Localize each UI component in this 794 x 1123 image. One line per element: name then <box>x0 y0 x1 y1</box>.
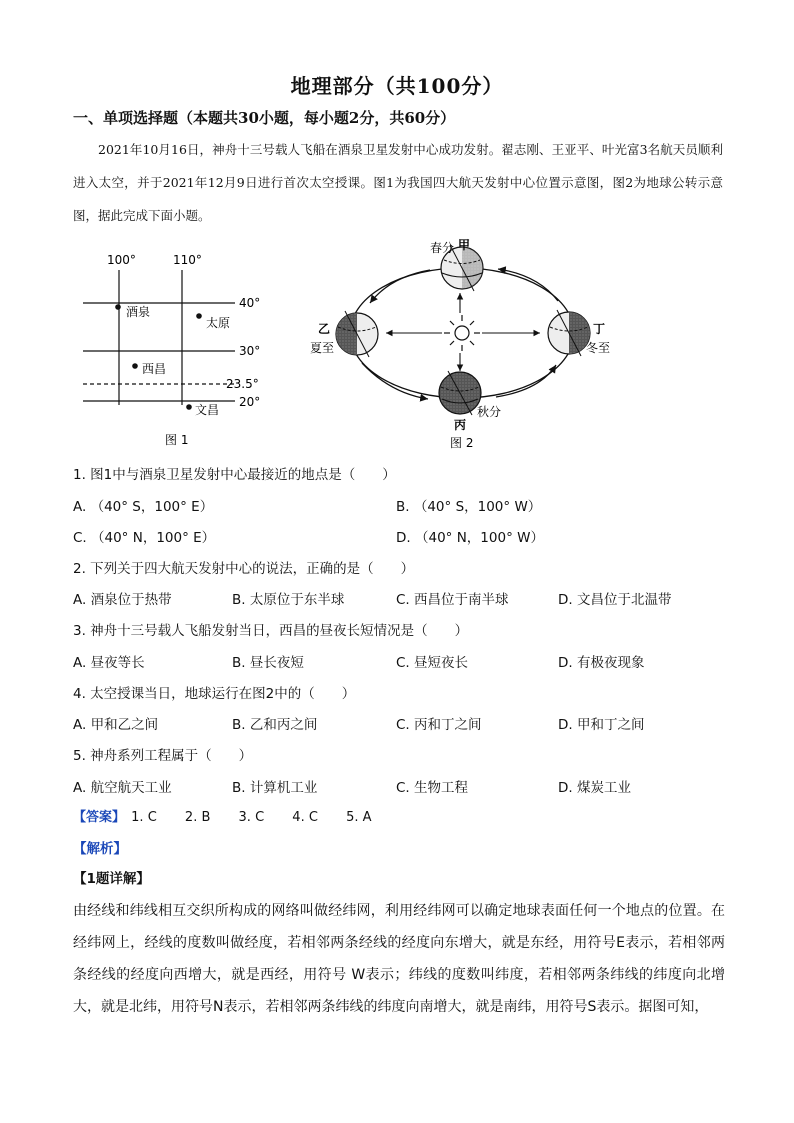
q4-option-d: D. 甲和丁之间 <box>558 717 645 733</box>
q1-option-b: B. （40° S，100° W） <box>396 499 542 515</box>
lon-label-100: 100° <box>107 253 136 267</box>
site-label-jiuquan: 酒泉 <box>126 305 151 319</box>
lat-label-23-5: 23.5° <box>226 377 259 391</box>
site-dot-jiuquan <box>115 304 121 310</box>
q1-option-c: C. （40° N，100° E） <box>73 530 216 546</box>
term-label-autumn: 秋分 <box>477 405 502 419</box>
earth-bing <box>439 371 481 415</box>
lat-label-30: 30° <box>239 344 261 358</box>
q3-option-d: D. 有极夜现象 <box>558 655 645 671</box>
question-5: 5. 神舟系列工程属于（ ） <box>73 748 253 764</box>
question-4: 4. 太空授课当日，地球运行在图2中的（ ） <box>73 686 356 702</box>
figure-2-caption: 图 2 <box>450 436 474 450</box>
q5-option-b: B. 计算机工业 <box>232 780 318 796</box>
earth-ding <box>548 310 590 356</box>
earth-yi <box>336 311 378 357</box>
site-label-taiyuan: 太原 <box>206 316 231 330</box>
answer-3: 3. C <box>238 810 265 825</box>
q1-option-a: A. （40° S，100° E） <box>73 499 214 515</box>
figure-2-orbit <box>300 235 640 455</box>
q4-option-c: C. 丙和丁之间 <box>396 717 482 733</box>
figure-1-caption: 图 1 <box>165 433 189 447</box>
q2-option-c: C. 西昌位于南半球 <box>396 592 509 608</box>
term-label-winter: 冬至 <box>586 341 611 355</box>
lat-label-20: 20° <box>239 395 261 409</box>
q3-option-c: C. 昼短夜长 <box>396 655 469 671</box>
q5-option-d: D. 煤炭工业 <box>558 780 631 796</box>
intro-paragraph: 2021年10月16日，神舟十三号载人飞船在酒泉卫星发射中心成功发射。翟志刚、王亚平、叶光富3名航天员顺利进入太空，并于2021年12月9日进行首次太空授课。图1为我国四大航天发射中心位置示意图，图2为地球公转示意图，据此完成下面小题。 <box>73 142 723 223</box>
analysis-label: 【解析】 <box>73 841 127 857</box>
section-heading: 一、单项选择题（本题共30小题，每小题2分，共60分） <box>73 109 456 127</box>
q3-option-a: A. 昼夜等长 <box>73 655 145 671</box>
term-label-summer: 夏至 <box>310 341 335 355</box>
q2-option-b: B. 太原位于东半球 <box>232 592 345 608</box>
position-label-ding: 丁 <box>593 322 606 336</box>
q4-option-a: A. 甲和乙之间 <box>73 717 159 733</box>
question-1: 1. 图1中与酒泉卫星发射中心最接近的地点是（ ） <box>73 467 396 483</box>
term-label-spring: 春分 <box>430 241 455 255</box>
answer-line <box>73 806 372 825</box>
question-2: 2. 下列关于四大航天发射中心的说法，正确的是（ ） <box>73 561 415 577</box>
orbit-arrow-3 <box>496 365 556 397</box>
detail-1-label: 【1题详解】 <box>73 871 150 887</box>
q2-option-a: A. 酒泉位于热带 <box>73 592 172 608</box>
lat-label-40: 40° <box>239 296 261 310</box>
site-dot-xichang <box>132 363 138 369</box>
q4-option-b: B. 乙和丙之间 <box>232 717 318 733</box>
q5-option-c: C. 生物工程 <box>396 780 469 796</box>
answer-2: 2. B <box>184 810 211 825</box>
page-title: 地理部分（共100分） <box>290 74 504 98</box>
position-label-yi: 乙 <box>318 322 331 336</box>
q1-option-d: D. （40° N，100° W） <box>396 530 544 546</box>
sun-icon <box>444 315 480 351</box>
answer-1: 1. C <box>131 810 157 825</box>
site-dot-taiyuan <box>196 313 202 319</box>
answer-label: 【答案】 <box>73 810 126 825</box>
explanation-paragraph: 由经线和纬线相互交织所构成的网络叫做经纬网，利用经纬网可以确定地球表面任何一个地点的位置。在经纬网上，经线的度数叫做经度，若相邻两条经线的经度向东增大，就是东经，用符号E表示，若相邻两条经线的经度向西增大，就是西经，用符号 W表示；纬线的度数叫纬度，若相邻两条纬线的纬度向北增大，就是北纬，用符号N表示，若相邻两条纬线的纬度向南增大，就是南纬，用符号S表示。据图可知， <box>73 903 725 1015</box>
q5-option-a: A. 航空航天工业 <box>73 780 172 796</box>
answer-5: 5. A <box>346 810 372 825</box>
position-label-bing: 丙 <box>454 418 467 432</box>
figure-1-map <box>75 250 275 450</box>
q2-option-d: D. 文昌位于北温带 <box>558 592 672 608</box>
orbit-arrow-1 <box>370 270 430 303</box>
site-label-wenchang: 文昌 <box>195 403 220 417</box>
q3-option-b: B. 昼长夜短 <box>232 655 304 671</box>
lon-label-110: 110° <box>173 253 202 267</box>
site-label-xichang: 西昌 <box>142 362 167 376</box>
site-dot-wenchang <box>186 404 192 410</box>
position-label-jia: 甲 <box>458 238 471 252</box>
answer-4: 4. C <box>292 810 318 825</box>
question-3: 3. 神舟十三号载人飞船发射当日，西昌的昼夜长短情况是（ ） <box>73 623 469 639</box>
